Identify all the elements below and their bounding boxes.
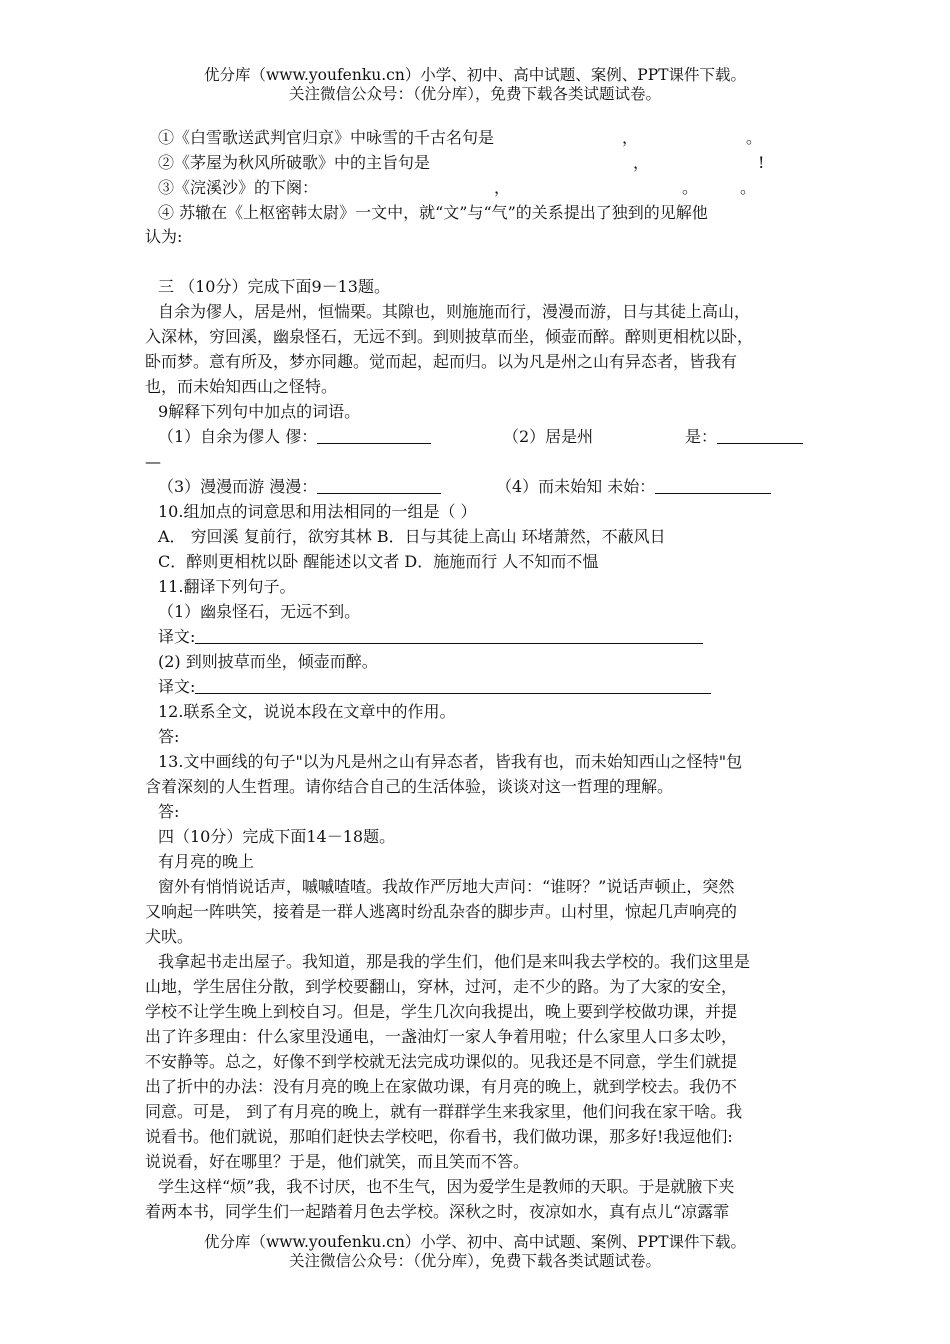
passage-line: 着两本书，同学生们一起踏着月色去学校。深秋之时，夜凉如水，真有点儿“凉露霏 [145,1202,730,1221]
passage-line: 我拿起书走出屋子。我知道，那是我的学生们，他们是来叫我去学校的。我们这里是 [158,952,751,971]
poem-question-1 [158,127,763,149]
page-footer-line1: 优分库（www.youfenku.cn）小学、初中、高中试题、案例、PPT课件下载。 [203,1233,747,1251]
line-dash: — [145,452,161,471]
punctuation: ! [758,153,765,172]
story-title: 有月亮的晚上 [158,852,255,871]
translation-row-1 [158,626,703,648]
passage-line: 也，而未始知西山之怪特。 [145,377,338,396]
answer-blank[interactable] [317,477,441,494]
question-9: 9解释下列句中加点的词语。 [158,402,361,421]
answer-blank[interactable] [655,477,771,494]
question-10: 10.组加点的词意思和用法相同的一组是（ ） [158,502,477,521]
passage-line: 不安静等。总之，好像不到学校就无法完成功课似的。见我还是不同意，学生们就提 [145,1052,738,1071]
question-11: 11.翻译下列句子。 [158,577,296,596]
answer-blank[interactable] [317,427,431,444]
translation-blank[interactable] [195,627,703,644]
passage-line: 自余为僇人，居是州，恒惴栗。其隙也，则施施而行，漫漫而游，日与其徒上高山， [158,302,751,321]
question-12-answer-label: 答: [158,727,180,746]
question-9-item-3: （3）漫漫而游 漫漫： [158,477,318,496]
question-9-row-2 [158,476,818,498]
poem-question-2 [158,152,765,174]
question-text: ②《茅屋为秋风所破歌》中的主旨句是 [158,153,431,172]
translation-label: 译文: [158,677,196,696]
question-9-item-2: （2）居是州 [503,427,594,446]
passage-line: 学校不让学生晚上到校自习。但是，学生几次向我提出，晚上要到学校做功课，并提 [145,1002,738,1021]
section-3-title: 三 （10分）完成下面9－13题。 [158,277,390,296]
question-10-options-ab: A． 穷回溪 复前行，欲穷其林 B．日与其徒上高山 环堵萧然，不蔽风日 [158,527,666,546]
question-9-item-1: （1）自余为僇人 僇： [158,427,318,446]
punctuation: ， [494,178,511,197]
punctuation: ， [633,153,650,172]
passage-line: 同意。可是， 到了有月亮的晚上，就有一群群学生来我家里，他们问我在家干啥。我 [145,1102,743,1121]
poem-question-4: ④ 苏辙在《上枢密韩太尉》一文中，就“文”与“气”的关系提出了独到的见解他 [158,203,708,222]
question-text: ③《浣溪沙》的下阕： [158,178,319,197]
question-text: ①《白雪歌送武判官归京》中咏雪的千古名句是 [158,128,495,147]
question-13-cont: 含着深刻的人生哲理。请你结合自己的生活体验，谈谈对这一哲理的理解。 [145,777,674,796]
translation-blank[interactable] [195,677,711,694]
question-11-sentence-2: (2) 到则披草而坐，倾壶而醉。 [158,652,378,671]
punctuation: 。 [746,128,763,147]
passage-line: 出了折中的办法：没有月亮的晚上在家做功课，有月亮的晚上，就到学校去。我仍不 [145,1077,738,1096]
answer-blank[interactable] [717,427,803,444]
punctuation: 。 [740,178,757,197]
translation-row-2 [158,676,711,698]
passage-line: 卧而梦。意有所及，梦亦同趣。觉而起，起而归。以为凡是州之山有异态者，皆我有 [145,352,738,371]
punctuation: ， [622,128,639,147]
punctuation: 。 [682,178,699,197]
translation-label: 译文: [158,627,196,646]
question-10-options-cd: C．醉则更相枕以卧 醒能述以文者 D．施施而行 人不知而不愠 [158,552,599,571]
question-11-sentence-1: （1）幽泉怪石，无远不到。 [158,602,361,621]
passage-line: 说看书。他们就说，那咱们赶快去学校吧，你看书，我们做功课，那多好!我逗他们: [145,1127,733,1146]
poem-question-3 [158,177,757,199]
passage-line: 入深林，穷回溪，幽泉怪石，无远不到。到则披草而坐，倾壶而醉。醉则更相枕以卧， [145,327,754,346]
page-footer-line2: 关注微信公众号：（优分库），免费下载各类试题试卷。 [288,1252,661,1270]
question-9-item-4: （4）而未始知 未始： [496,476,771,498]
passage-line: 学生这样“烦”我，我不讨厌，也不生气，因为爱学生是教师的天职。于是就腋下夹 [158,1177,735,1196]
page-header-line2: 关注微信公众号：（优分库），免费下载各类试题试卷。 [288,85,661,103]
question-12: 12.联系全文，说说本段在文章中的作用。 [158,702,456,721]
poem-question-4-cont: 认为: [145,227,183,246]
passage-line: 又响起一阵哄笑，接着是一群人逃离时纷乱杂沓的脚步声。山村里，惊起几声响亮的 [145,902,738,921]
passage-line: 说说看，好在哪里？于是，他们就笑，而且笑而不答。 [145,1152,530,1171]
question-9-item-2-word: 是： [685,426,803,448]
passage-line: 窗外有悄悄说话声，嘁嘁喳喳。我故作严厉地大声问：“谁呀？”说话声顿止，突然 [158,877,735,896]
passage-line: 出了许多理由：什么家里没通电，一盏油灯一家人争着用啦；什么家里人口多太吵， [145,1027,738,1046]
question-13-answer-label: 答: [158,802,180,821]
passage-line: 山地，学生居住分散，到学校要翻山，穿林，过河，走不少的路。为了大家的安全， [145,977,738,996]
passage-line: 犬吠。 [145,927,194,946]
question-13: 13.文中画线的句子"以为凡是州之山有异态者，皆我有也，而未始知西山之怪特"包 [158,752,743,771]
question-9-row-1 [158,426,818,448]
page-header-line1: 优分库（www.youfenku.cn）小学、初中、高中试题、案例、PPT课件下载。 [203,66,747,84]
section-4-title: 四（10分）完成下面14－18题。 [158,827,396,846]
